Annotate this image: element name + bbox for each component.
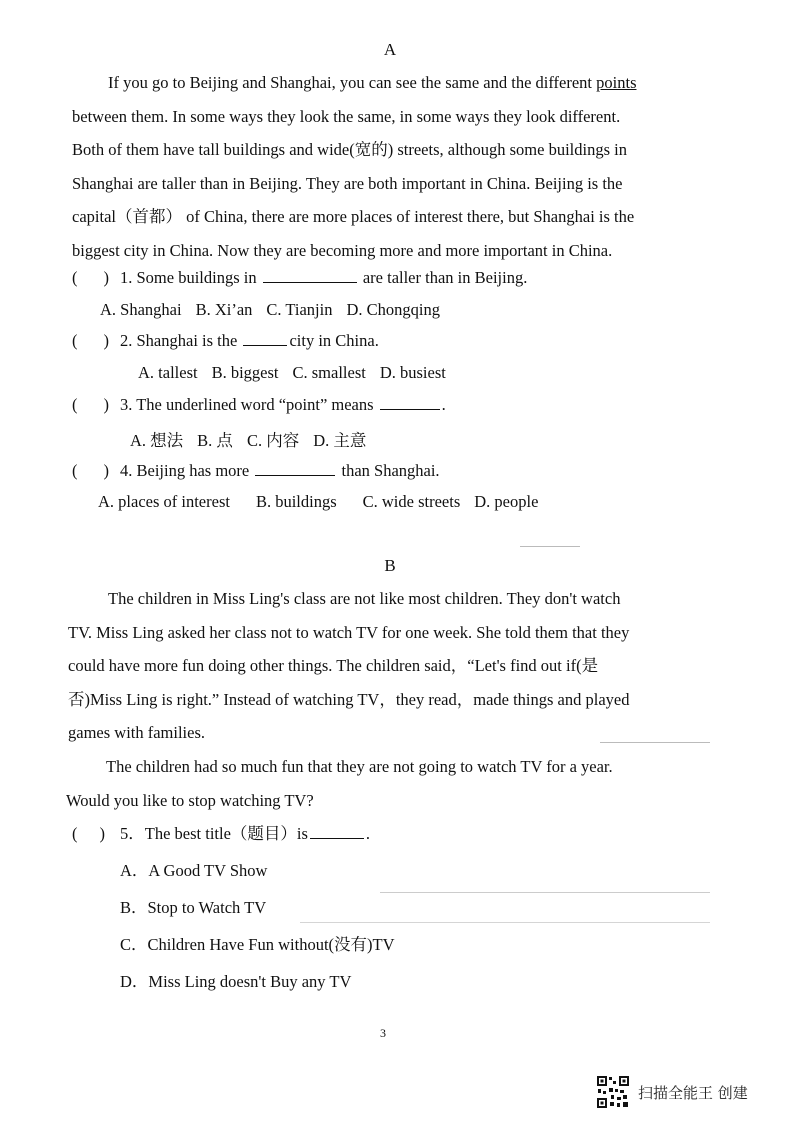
answer-paren[interactable]: ( ) [72,824,105,843]
answer-paren[interactable]: ( ) [72,395,109,414]
answer-paren[interactable]: ( ) [72,331,109,350]
answer-blank[interactable] [380,395,440,410]
option-c[interactable]: C. Tianjin [266,300,333,319]
page-number: 3 [380,1026,386,1040]
option-b[interactable]: B. 点 [197,431,233,450]
option-d[interactable]: D. Chongqing [346,300,440,319]
passage-line: Both of them have tall buildings and wide(宽的) streets, although some buildings in [72,140,627,159]
scan-speck [600,742,710,743]
passage-line: Would you like to stop watching TV? [66,790,314,810]
option-c[interactable]: C. 内容 [246,431,300,450]
answer-blank[interactable] [310,824,364,839]
section-b-passage [68,582,728,750]
section-b-title: B [384,556,396,575]
passage-line: between them. In some ways they look the same, in some ways they look different. [72,106,621,126]
option-d[interactable]: D. busiest [379,363,446,382]
qr-code-icon [596,1075,630,1109]
scan-speck [380,892,710,893]
passage-line: games with families. [68,723,206,742]
passage-line: could have more fun doing other things. The children said，“Let's find out if(是 [68,656,599,675]
question-1-options [100,300,454,320]
scanner-watermark [596,1074,748,1110]
option-b[interactable]: B．Stop to Watch TV [120,898,267,917]
option-d[interactable]: D. 主意 [313,431,367,450]
option-d[interactable]: D．Miss Ling doesn't Buy any TV [120,972,352,991]
option-a[interactable]: A. places of interest [98,492,230,511]
passage-line: Shanghai are taller than in Beijing. They are both important in China. Beijing is the [72,173,623,193]
option-c[interactable]: C．Children Have Fun without(没有)TV [120,935,395,954]
scan-speck [300,922,710,923]
option-c[interactable]: C. wide streets [362,492,461,511]
question-3-options [130,427,380,451]
question-1: ( ) 1. Some buildings in are taller than in Beijing. [72,268,528,287]
passage-line: 否)Miss Ling is right.” Instead of watching TV，they read，made things and played [68,689,630,709]
answer-blank[interactable] [255,461,335,476]
question-5: ( ) 5．The best title（题目）is . [72,824,371,843]
answer-paren[interactable]: ( ) [72,461,109,480]
scan-speck [520,546,580,547]
option-a[interactable]: A．A Good TV Show [120,861,268,880]
passage-line: If you go to Beijing and Shanghai, you can see the same and the different points [108,73,637,92]
question-4: ( ) 4. Beijing has more than Shanghai. [72,461,440,480]
passage-line: The children had so much fun that they are not going to watch TV for a year. [106,757,613,776]
option-d[interactable]: D. people [474,492,539,511]
question-4-options [98,492,552,512]
underlined-word: points [596,73,637,92]
passage-line: The children in Miss Ling's class are not like most children. They don't watch [108,589,621,608]
question-3: ( ) 3. The underlined word “point” means . [72,395,446,414]
section-a-passage [72,66,722,267]
answer-blank[interactable] [243,331,287,346]
option-a[interactable]: A. Shanghai [100,300,182,319]
passage-line: capital（首都） of China, there are more places of interest there, but Shanghai is the [72,207,635,226]
option-a[interactable]: A. 想法 [130,431,184,450]
option-b[interactable]: B. Xi’an [195,300,253,319]
option-a[interactable]: A. tallest [138,363,198,382]
section-b-passage-2 [66,750,726,817]
section-a-title: A [383,40,397,59]
option-c[interactable]: C. smallest [292,363,366,382]
passage-line: biggest city in China. Now they are becoming more and more important in China. [72,240,613,260]
answer-blank[interactable] [263,268,357,283]
option-b[interactable]: B. buildings [255,492,337,511]
passage-line: TV. Miss Ling asked her class not to watch TV for one week. She told them that they [68,622,630,642]
question-2-options [138,363,460,383]
option-b[interactable]: B. biggest [211,363,279,382]
answer-paren[interactable]: ( ) [72,268,109,287]
question-2: ( ) 2. Shanghai is the city in China. [72,331,379,350]
scanner-app-label: 扫描全能王 创建 [638,1083,748,1102]
